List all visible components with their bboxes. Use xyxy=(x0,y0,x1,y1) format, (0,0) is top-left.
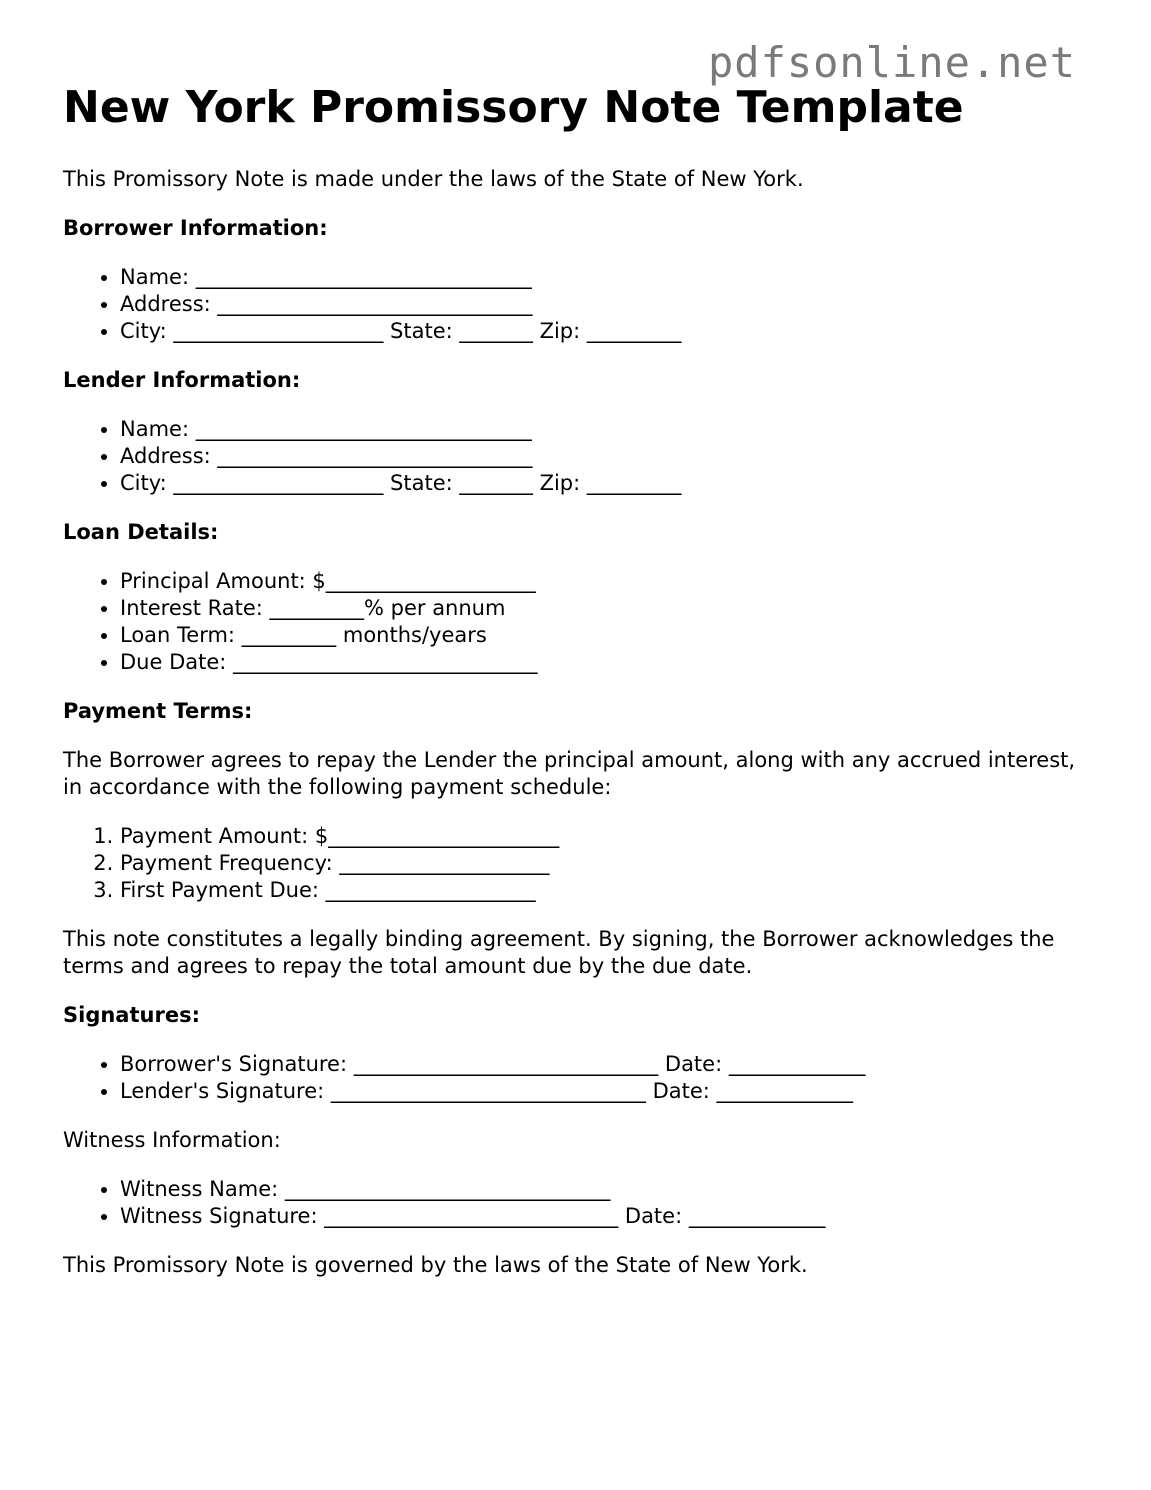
interest-rate-field[interactable]: • Interest Rate: _________% per annum xyxy=(120,595,1093,622)
watermark: pdfsonline.net xyxy=(708,38,1077,87)
payment-text: The Borrower agrees to repay the Lender the principal amount, along with any accrued interest, in accordance with the following payment schedule: xyxy=(63,748,1076,799)
loan-heading: Loan Details: xyxy=(63,520,219,544)
borrower-address-field[interactable]: • Address: ______________________________ xyxy=(120,291,1093,318)
lender-address-field[interactable]: • Address: ______________________________ xyxy=(120,443,1093,470)
borrower-city-state-zip-field[interactable]: • City: ____________________ State: _______ Zip: _________ xyxy=(120,318,1093,345)
payment-frequency-field[interactable]: 2. Payment Frequency: ____________________ xyxy=(120,850,1093,877)
first-payment-due-field[interactable]: 3. First Payment Due: ____________________ xyxy=(120,877,1093,904)
document-title: New York Promissory Note Template xyxy=(63,82,964,133)
loan-list xyxy=(63,568,1093,676)
document-page xyxy=(63,80,1093,1279)
borrower-list xyxy=(63,264,1093,345)
lender-list xyxy=(63,416,1093,497)
closing-text: This Promissory Note is governed by the laws of the State of New York. xyxy=(63,1253,808,1277)
loan-term-field[interactable]: • Loan Term: _________ months/years xyxy=(120,622,1093,649)
witness-heading: Witness Information: xyxy=(63,1128,281,1152)
payment-heading: Payment Terms: xyxy=(63,699,253,723)
intro-text: This Promissory Note is made under the laws of the State of New York. xyxy=(63,167,804,191)
binding-text: This note constitutes a legally binding agreement. By signing, the Borrower acknowledges the terms and agrees to repay the total amount due by the due date. xyxy=(63,927,1055,978)
signatures-list xyxy=(63,1051,1093,1105)
borrower-name-field[interactable]: • Name: ________________________________ xyxy=(120,264,1093,291)
witness-signature-field[interactable]: • Witness Signature: ____________________________ Date: _____________ xyxy=(120,1203,1093,1230)
lender-city-state-zip-field[interactable]: • City: ____________________ State: _______ Zip: _________ xyxy=(120,470,1093,497)
borrower-heading: Borrower Information: xyxy=(63,216,328,240)
payment-list xyxy=(63,823,1093,904)
witness-list xyxy=(63,1176,1093,1230)
lender-signature-field[interactable]: • Lender's Signature: ______________________________ Date: _____________ xyxy=(120,1078,1093,1105)
signatures-heading: Signatures: xyxy=(63,1003,200,1027)
lender-heading: Lender Information: xyxy=(63,368,301,392)
principal-amount-field[interactable]: • Principal Amount: $____________________ xyxy=(120,568,1093,595)
witness-name-field[interactable]: • Witness Name: _______________________________ xyxy=(120,1176,1093,1203)
payment-amount-field[interactable]: 1. Payment Amount: $______________________ xyxy=(120,823,1093,850)
borrower-signature-field[interactable]: • Borrower's Signature: _____________________________ Date: _____________ xyxy=(120,1051,1093,1078)
due-date-field[interactable]: • Due Date: _____________________________ xyxy=(120,649,1093,676)
lender-name-field[interactable]: • Name: ________________________________ xyxy=(120,416,1093,443)
